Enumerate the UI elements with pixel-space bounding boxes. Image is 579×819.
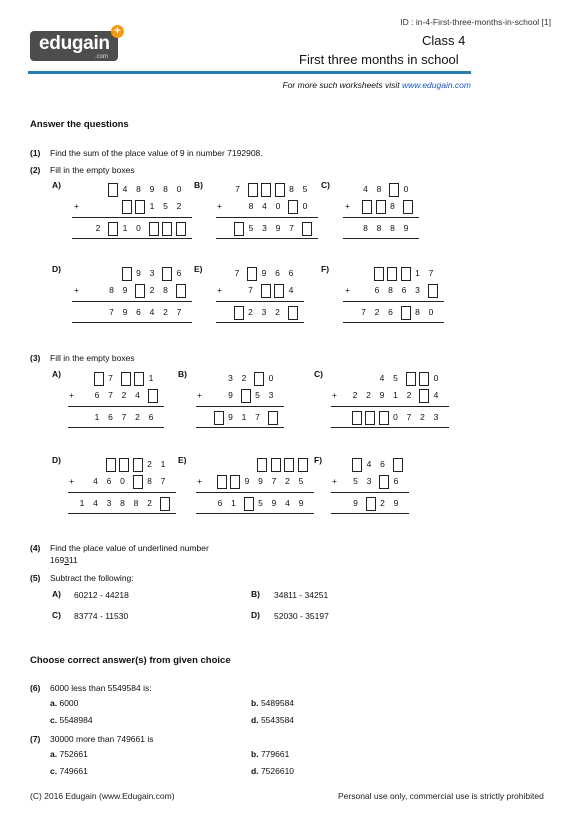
q3-label-5: F): [314, 455, 323, 465]
q3-digit: 9: [298, 498, 304, 508]
q3-digit: 1: [79, 498, 85, 508]
q3-digit: 9: [353, 498, 358, 508]
q2-digit: 2: [163, 307, 168, 317]
q3-answer-box[interactable]: [119, 458, 129, 472]
q2-answer-box[interactable]: [261, 183, 271, 197]
q3-digit: 6: [94, 390, 100, 400]
q2-sum-line: [72, 322, 192, 323]
q2-answer-box[interactable]: [274, 284, 284, 298]
q2-label-0: A): [52, 180, 61, 190]
q2-digit: 0: [275, 201, 281, 211]
q3-digit: 2: [380, 498, 385, 508]
q2-answer-box[interactable]: [401, 267, 411, 281]
q3-digit: 2: [241, 373, 247, 383]
q2-answer-box[interactable]: [374, 267, 384, 281]
q5-expr-c: 83774 - 11530: [74, 611, 129, 621]
q2-digit: 8: [248, 201, 254, 211]
q2-answer-box[interactable]: [428, 284, 438, 298]
q3-digit: 5: [353, 476, 358, 486]
q1-text: Find the sum of the place value of 9 in number 7192908.: [50, 148, 263, 158]
q2-answer-box[interactable]: [108, 183, 118, 197]
q3-answer-box[interactable]: [133, 475, 143, 489]
q3-digit: 7: [160, 476, 166, 486]
q3-digit: 2: [352, 390, 358, 400]
q7-text: 30000 more than 749661 is: [50, 734, 154, 744]
q3-answer-box[interactable]: [379, 411, 389, 425]
q3-digit: 5: [393, 373, 398, 383]
q4-number: (4): [30, 543, 41, 553]
q2-digit: 6: [275, 268, 280, 278]
q2-answer-box[interactable]: [176, 284, 186, 298]
q7-option-a[interactable]: a. 752661: [50, 749, 88, 759]
q2-answer-box[interactable]: [149, 222, 159, 236]
q2-digit: 0: [428, 307, 434, 317]
q2-digit: 8: [363, 223, 368, 233]
q6-option-d[interactable]: d. 5543584: [251, 715, 295, 725]
q3-sum-line: [68, 406, 164, 407]
q3-digit: 4: [433, 390, 439, 400]
q3-label-2: C): [314, 369, 323, 379]
q2-digit: 9: [122, 285, 128, 295]
q3-answer-box[interactable]: [379, 475, 389, 489]
q3-sum-line: [196, 492, 314, 493]
q2-plus-sign: +: [74, 201, 79, 211]
q2-label-5: F): [321, 264, 330, 274]
q2-label-4: E): [194, 264, 203, 274]
q3-answer-box[interactable]: [284, 458, 294, 472]
q3-digit: 6: [217, 498, 223, 508]
q2-answer-box[interactable]: [176, 222, 186, 236]
q2-plus-sign: +: [345, 285, 350, 295]
q2-answer-box[interactable]: [275, 183, 285, 197]
q2-digit: 9: [136, 268, 141, 278]
q4-number-value: 169311: [50, 555, 78, 565]
q3-number: (3): [30, 353, 41, 363]
q3-answer-box[interactable]: [298, 458, 308, 472]
q3-digit: 2: [420, 412, 425, 422]
q3-digit: 7: [121, 412, 127, 422]
q2-answer-box[interactable]: [302, 222, 312, 236]
q2-digit: 9: [275, 223, 281, 233]
q2-text: Fill in the empty boxes: [50, 165, 135, 175]
q2-digit: 3: [149, 268, 155, 278]
q2-digit: 9: [149, 184, 155, 194]
q2-answer-box[interactable]: [248, 183, 258, 197]
q2-digit: 7: [109, 307, 114, 317]
q3-sum-line: [68, 427, 164, 428]
q3-answer-box[interactable]: [134, 372, 144, 386]
q7-number: (7): [30, 734, 41, 744]
q3-digit: 9: [244, 476, 250, 486]
q2-digit: 4: [149, 307, 155, 317]
q2-digit: 1: [149, 201, 155, 211]
q5-label-b: B): [251, 589, 260, 599]
q3-sum-line: [196, 513, 314, 514]
q2-answer-box[interactable]: [387, 267, 397, 281]
q3-answer-box[interactable]: [393, 458, 403, 472]
q2-sum-line: [216, 301, 304, 302]
q3-plus-sign: +: [332, 476, 337, 486]
q2-answer-box[interactable]: [389, 183, 399, 197]
q2-answer-box[interactable]: [122, 200, 132, 214]
q3-digit: 0: [393, 412, 398, 422]
q3-answer-box[interactable]: [214, 411, 224, 425]
q3-answer-box[interactable]: [406, 372, 416, 386]
q5-text: Subtract the following:: [50, 573, 134, 583]
q2-digit: 2: [176, 201, 182, 211]
q3-answer-box[interactable]: [254, 372, 264, 386]
q3-digit: 2: [406, 390, 412, 400]
q3-digit: 5: [298, 476, 304, 486]
q7-option-d[interactable]: d. 7526610: [251, 766, 295, 776]
section-heading-answer: Answer the questions: [30, 119, 129, 130]
q5-number: (5): [30, 573, 41, 583]
q2-digit: 1: [122, 223, 128, 233]
worksheet-id: ID : in-4-First-three-months-in-school [1]: [400, 17, 551, 27]
q2-digit: 2: [275, 307, 280, 317]
q2-digit: 3: [415, 285, 420, 295]
q3-sum-line: [331, 406, 449, 407]
q3-digit: 1: [148, 373, 154, 383]
q2-sum-line: [343, 301, 444, 302]
q2-digit: 8: [390, 201, 395, 211]
q2-digit: 4: [122, 184, 128, 194]
q3-sum-line: [331, 492, 409, 493]
header-rule: [28, 71, 471, 74]
q3-digit: 0: [120, 476, 125, 486]
q3-digit: 6: [393, 476, 399, 486]
q2-digit: 6: [401, 285, 407, 295]
q2-sum-line: [216, 217, 318, 218]
q3-text: Fill in the empty boxes: [50, 353, 135, 363]
q3-digit: 7: [108, 390, 113, 400]
q2-digit: 8: [289, 184, 294, 194]
q3-answer-box[interactable]: [268, 411, 278, 425]
q2-digit: 3: [261, 307, 267, 317]
q3-digit: 3: [228, 373, 233, 383]
q3-digit: 4: [379, 373, 385, 383]
q2-digit: 9: [122, 307, 128, 317]
q2-digit: 0: [302, 201, 308, 211]
q2-plus-sign: +: [217, 201, 222, 211]
q3-digit: 9: [228, 412, 233, 422]
q2-answer-box[interactable]: [108, 222, 118, 236]
q5-label-d: D): [251, 610, 260, 620]
q3-digit: 7: [108, 373, 113, 383]
q3-digit: 2: [121, 390, 127, 400]
q2-label-2: C): [321, 180, 330, 190]
q2-digit: 4: [262, 201, 267, 211]
q6-text: 6000 less than 5549584 is:: [50, 683, 152, 693]
q4-text: Find the place value of underlined number: [50, 543, 209, 553]
logo-sub: .com: [94, 54, 108, 60]
q3-answer-box[interactable]: [366, 497, 376, 511]
q7-option-b[interactable]: b. 779661: [251, 749, 290, 759]
q3-plus-sign: +: [69, 390, 74, 400]
q2-answer-box[interactable]: [362, 200, 372, 214]
q6-number: (6): [30, 683, 41, 693]
logo-text: edugain: [39, 33, 110, 54]
q5-expr-d: 52030 - 35197: [274, 611, 329, 621]
q2-digit: 4: [288, 285, 294, 295]
q2-digit: 1: [415, 268, 420, 278]
q3-answer-box[interactable]: [352, 458, 362, 472]
underlined-digit: 3: [64, 555, 69, 565]
q2-digit: 3: [262, 223, 267, 233]
q2-answer-box[interactable]: [401, 306, 411, 320]
q3-label-0: A): [52, 369, 61, 379]
q3-digit: 2: [366, 390, 371, 400]
q2-answer-box[interactable]: [376, 200, 386, 214]
q3-answer-box[interactable]: [365, 411, 375, 425]
q2-answer-box[interactable]: [122, 267, 132, 281]
q2-digit: 8: [136, 184, 141, 194]
q2-digit: 5: [248, 223, 254, 233]
q3-plus-sign: +: [69, 476, 74, 486]
q3-digit: 6: [380, 459, 385, 469]
q2-digit: 8: [376, 184, 382, 194]
q2-digit: 8: [390, 223, 395, 233]
q3-digit: 1: [231, 498, 236, 508]
q3-digit: 0: [433, 373, 439, 383]
q2-digit: 0: [136, 223, 141, 233]
edugain-link[interactable]: www.edugain.com: [402, 80, 471, 90]
q3-digit: 6: [148, 412, 154, 422]
q3-digit: 3: [433, 412, 439, 422]
q3-answer-box[interactable]: [419, 372, 429, 386]
q2-digit: 6: [136, 307, 141, 317]
q2-answer-box[interactable]: [288, 200, 298, 214]
q3-answer-box[interactable]: [271, 458, 281, 472]
q2-digit: 8: [388, 285, 393, 295]
q3-digit: 9: [228, 390, 233, 400]
q2-digit: 6: [374, 285, 380, 295]
q3-digit: 2: [147, 459, 152, 469]
q3-label-4: E): [178, 455, 187, 465]
q3-digit: 9: [271, 498, 277, 508]
q2-digit: 8: [415, 307, 420, 317]
q2-digit: 7: [235, 184, 240, 194]
q3-digit: 2: [147, 498, 152, 508]
q3-sum-line: [331, 427, 449, 428]
q2-digit: 8: [163, 184, 168, 194]
q3-answer-box[interactable]: [160, 497, 170, 511]
q3-digit: 2: [135, 412, 140, 422]
q3-digit: 4: [366, 459, 372, 469]
q2-label-3: D): [52, 264, 61, 274]
q3-plus-sign: +: [197, 476, 202, 486]
q2-digit: 2: [149, 285, 155, 295]
q3-answer-box[interactable]: [133, 458, 143, 472]
q3-sum-line: [196, 406, 284, 407]
more-prefix: For more such worksheets visit: [282, 80, 403, 90]
q3-label-1: B): [178, 369, 187, 379]
q3-answer-box[interactable]: [257, 458, 267, 472]
q2-answer-box[interactable]: [162, 267, 172, 281]
footer-notice: Personal use only, commercial use is strictly prohibited: [338, 791, 544, 801]
q2-digit: 6: [176, 268, 182, 278]
q3-answer-box[interactable]: [121, 372, 131, 386]
q2-digit: 7: [289, 223, 294, 233]
q2-digit: 7: [176, 307, 182, 317]
q3-label-3: D): [52, 455, 61, 465]
q2-sum-line: [72, 301, 192, 302]
q2-number: (2): [30, 165, 41, 175]
q2-plus-sign: +: [217, 285, 222, 295]
footer-copyright: (C) 2016 Edugain (www.Edugain.com): [30, 791, 175, 801]
q3-answer-box[interactable]: [241, 389, 251, 403]
q2-answer-box[interactable]: [162, 222, 172, 236]
q3-digit: 1: [393, 390, 398, 400]
q3-digit: 4: [285, 498, 290, 508]
q3-plus-sign: +: [332, 390, 337, 400]
q3-answer-box[interactable]: [217, 475, 227, 489]
q3-digit: 0: [268, 373, 274, 383]
q2-digit: 8: [163, 285, 168, 295]
q5-label-c: C): [52, 610, 61, 620]
q3-digit: 6: [108, 412, 113, 422]
q3-digit: 5: [258, 498, 263, 508]
q3-answer-box[interactable]: [230, 475, 240, 489]
q3-sum-line: [68, 513, 176, 514]
q3-digit: 9: [258, 476, 263, 486]
q3-digit: 4: [93, 498, 98, 508]
q3-answer-box[interactable]: [419, 389, 429, 403]
q3-digit: 2: [285, 476, 290, 486]
q3-digit: 3: [106, 498, 112, 508]
q2-digit: 0: [176, 184, 182, 194]
q3-answer-box[interactable]: [244, 497, 254, 511]
q2-sum-line: [343, 217, 419, 218]
q5-expr-a: 60212 - 44218: [74, 590, 129, 600]
q5-label-a: A): [52, 589, 61, 599]
q2-answer-box[interactable]: [234, 222, 244, 236]
q2-digit: 7: [248, 285, 253, 295]
q5-expr-b: 34811 - 34251: [274, 590, 329, 600]
q2-digit: 5: [302, 184, 308, 194]
q2-answer-box[interactable]: [261, 284, 271, 298]
q3-digit: 4: [135, 390, 140, 400]
q3-digit: 3: [268, 390, 274, 400]
q2-digit: 7: [361, 307, 366, 317]
q2-digit: 2: [248, 307, 253, 317]
q7-option-c[interactable]: c. 749661: [50, 766, 88, 776]
q6-option-c[interactable]: c. 5548984: [50, 715, 93, 725]
q2-digit: 7: [428, 268, 434, 278]
q3-digit: 1: [160, 459, 166, 469]
q2-digit: 6: [288, 268, 294, 278]
q3-digit: 3: [366, 476, 372, 486]
q6-option-b[interactable]: b. 5489584: [251, 698, 295, 708]
q3-digit: 8: [120, 498, 125, 508]
q3-digit: 7: [255, 412, 260, 422]
q3-answer-box[interactable]: [94, 372, 104, 386]
q3-digit: 6: [106, 476, 112, 486]
edugain-logo: [30, 25, 121, 61]
q3-digit: 1: [94, 412, 100, 422]
q2-digit: 8: [376, 223, 382, 233]
q3-answer-box[interactable]: [148, 389, 158, 403]
q2-digit: 9: [261, 268, 267, 278]
q2-digit: 4: [363, 184, 368, 194]
q3-plus-sign: +: [197, 390, 202, 400]
q3-sum-line: [196, 427, 284, 428]
q3-sum-line: [331, 513, 409, 514]
q2-plus-sign: +: [345, 201, 350, 211]
q2-plus-sign: +: [74, 285, 79, 295]
plus-icon: +: [111, 25, 124, 38]
q2-sum-line: [216, 322, 304, 323]
q2-answer-box[interactable]: [288, 306, 298, 320]
q3-digit: 7: [406, 412, 412, 422]
q3-digit: 9: [393, 498, 399, 508]
q2-sum-line: [72, 217, 192, 218]
q2-digit: 9: [403, 223, 409, 233]
q2-label-1: B): [194, 180, 203, 190]
q2-sum-line: [343, 322, 444, 323]
q3-digit: 8: [133, 498, 139, 508]
q2-digit: 7: [234, 268, 240, 278]
q3-digit: 8: [147, 476, 152, 486]
q2-digit: 5: [163, 201, 168, 211]
q2-digit: 6: [388, 307, 393, 317]
q3-digit: 1: [241, 412, 247, 422]
q2-digit: 0: [403, 184, 409, 194]
q2-answer-box[interactable]: [234, 306, 244, 320]
q2-sum-line: [216, 238, 318, 239]
worksheet-title: First three months in school: [299, 52, 459, 67]
class-label: Class 4: [422, 33, 466, 48]
q2-sum-line: [343, 238, 419, 239]
q3-digit: 4: [93, 476, 98, 486]
q3-answer-box[interactable]: [106, 458, 116, 472]
q2-answer-box[interactable]: [135, 200, 145, 214]
q3-digit: 5: [255, 390, 260, 400]
q2-answer-box[interactable]: [403, 200, 413, 214]
q6-option-a[interactable]: a. 6000: [50, 698, 79, 708]
q3-sum-line: [68, 492, 176, 493]
section-heading-choice: Choose correct answer(s) from given choice: [30, 655, 231, 666]
q2-sum-line: [72, 238, 192, 239]
q2-answer-box[interactable]: [135, 284, 145, 298]
q3-answer-box[interactable]: [352, 411, 362, 425]
q3-digit: 7: [271, 476, 277, 486]
q2-digit: 8: [109, 285, 114, 295]
q1-number: (1): [30, 148, 41, 158]
q2-digit: 2: [374, 307, 380, 317]
q2-answer-box[interactable]: [247, 267, 257, 281]
q3-digit: 9: [379, 390, 385, 400]
more-worksheets: [283, 80, 472, 90]
q2-digit: 2: [95, 223, 101, 233]
